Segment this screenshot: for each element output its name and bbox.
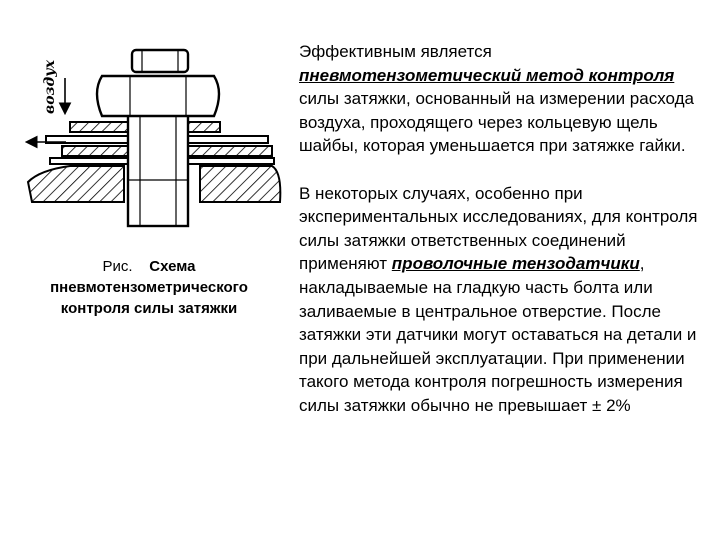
nut	[97, 76, 219, 116]
paragraph-1-lead: Эффективным является	[299, 42, 492, 61]
paragraph-2-rest: , накладываемые на гладкую часть болта или заливаемые в центральное отверстие. После затяжки эти датчики могут оставаться на детали и при дальнейшей эксплуатации. При применении такого метода контроля погрешность измерения силы затяжки обычно не превышает ± 2%	[299, 254, 697, 415]
paragraph-2-lead: В некоторых случаях, особенно при экспериментальных исследованиях, для контроля силы затяжки ответственных соединений применяют	[299, 183, 698, 274]
caption-prefix: Рис.	[102, 258, 133, 275]
paragraph-2	[299, 182, 711, 418]
paragraph-1-term: пневмотензометический метод контроля	[299, 65, 675, 85]
pneumatic-control-diagram	[10, 42, 290, 242]
air-label: воздух	[42, 60, 58, 114]
caption-title: Схема пневмотензометрического контроля силы затяжки	[50, 258, 248, 317]
paragraph-2-term: проволочные тензодатчики	[391, 254, 640, 274]
main-text	[299, 40, 711, 418]
paragraph-1-rest: силы затяжки, основанный на измерении расхода воздуха, проходящего через кольцевую щель шайбы, которая уменьшается при затяжке гайки.	[299, 89, 694, 156]
bolt-shank	[128, 102, 188, 226]
figure-caption	[18, 256, 280, 319]
paragraph-1	[299, 40, 711, 158]
bolt-tip	[132, 50, 188, 72]
